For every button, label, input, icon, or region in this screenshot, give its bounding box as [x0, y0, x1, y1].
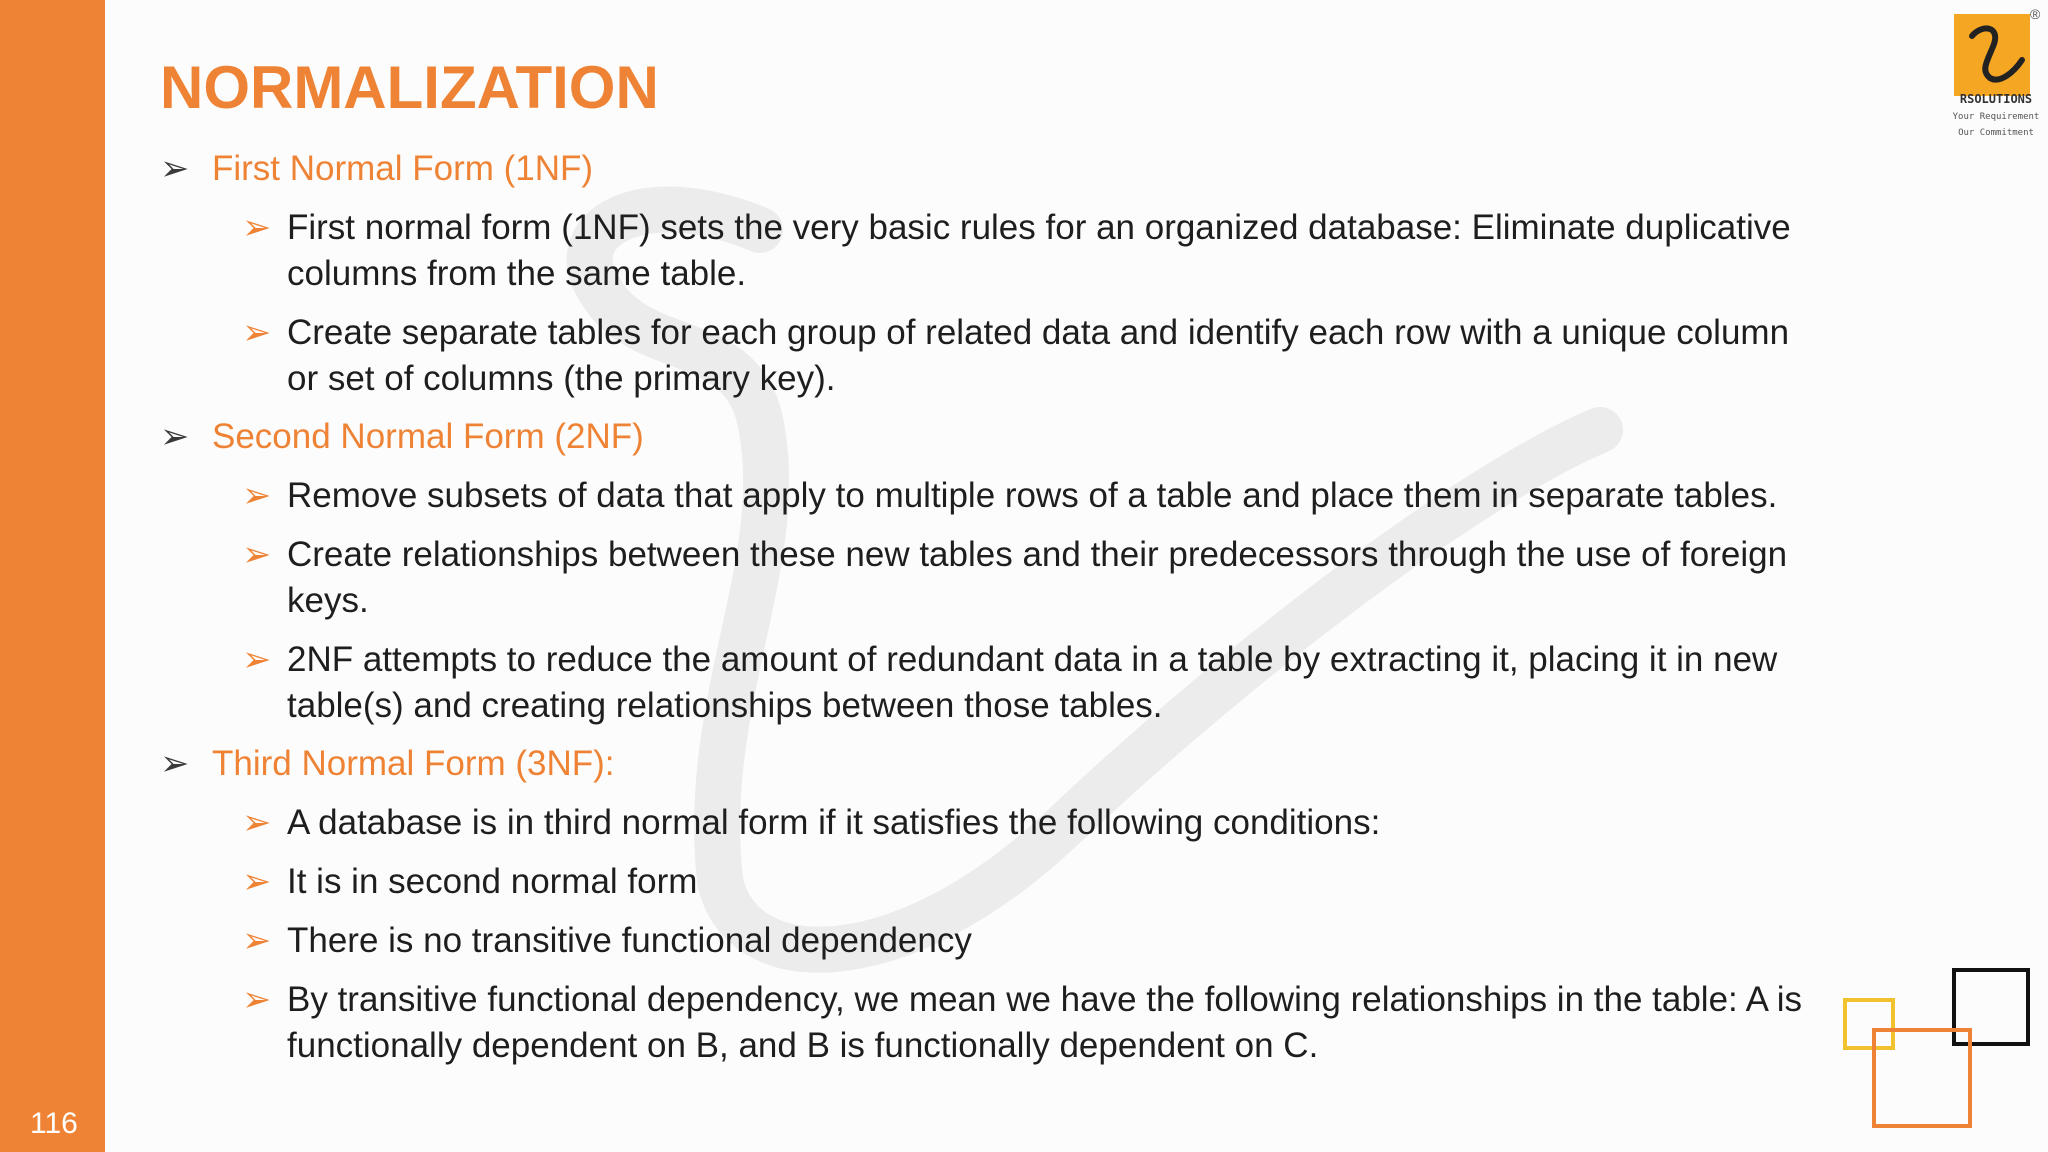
slide-title: NORMALIZATION [160, 54, 659, 121]
logo-name: RSOLUTIONS [1959, 92, 2033, 106]
section-heading-item [160, 146, 1820, 192]
arrow-bullet-icon: ➢ [242, 921, 272, 960]
bullet-text: Create relationships between these new tables and their predecessors through the use of foreign keys. [287, 535, 1788, 620]
bullet-text: It is in second normal form [287, 862, 698, 901]
arrow-bullet-icon: ➢ [242, 862, 272, 901]
bullet-text: By transitive functional dependency, we mean we have the following relationships in the table: A is functionally dependent on B, and B is functionally dependent on C. [287, 980, 1802, 1065]
arrow-bullet-icon: ➢ [242, 803, 272, 842]
logo-mark [1954, 14, 2030, 96]
sub-bullet-item [160, 473, 1820, 519]
section-heading-text: First Normal Form (1NF) [212, 149, 594, 188]
sub-bullet-item [160, 205, 1820, 297]
arrow-bullet-icon: ➢ [160, 417, 190, 456]
sub-bullet-item [160, 637, 1820, 729]
bullet-text: There is no transitive functional dependency [287, 921, 972, 960]
bullet-list [160, 146, 1820, 1069]
sub-bullet-item [160, 859, 1820, 905]
sub-bullet-item [160, 532, 1820, 624]
arrow-bullet-icon: ➢ [242, 313, 272, 352]
sub-bullet-item [160, 800, 1820, 846]
section-heading-item [160, 741, 1820, 787]
section-heading-text: Second Normal Form (2NF) [212, 417, 644, 456]
sub-bullet-item [160, 310, 1820, 402]
company-logo [1946, 8, 2046, 148]
sub-bullet-item [160, 918, 1820, 964]
arrow-bullet-icon: ➢ [160, 149, 190, 188]
arrow-bullet-icon: ➢ [242, 208, 272, 247]
arrow-bullet-icon: ➢ [242, 476, 272, 515]
bullet-text: Create separate tables for each group of related data and identify each row with a unique column or set of columns (the primary key). [287, 313, 1790, 398]
left-accent-bar [0, 0, 105, 1152]
bullet-text: 2NF attempts to reduce the amount of redundant data in a table by extracting it, placing it in new table(s) and creating relationships between those tables. [287, 640, 1778, 725]
sub-bullet-item [160, 977, 1820, 1069]
decorative-square-orange [1872, 1028, 1972, 1128]
section-heading-item [160, 414, 1820, 460]
arrow-bullet-icon: ➢ [160, 744, 190, 783]
bullet-text: A database is in third normal form if it satisfies the following conditions: [287, 803, 1381, 842]
bullet-text: Remove subsets of data that apply to multiple rows of a table and place them in separate tables. [287, 476, 1778, 515]
page-number: 116 [30, 1107, 78, 1140]
registered-mark: ® [2030, 6, 2041, 22]
logo-r-icon [1954, 14, 2030, 96]
section-heading-text: Third Normal Form (3NF): [212, 744, 615, 783]
arrow-bullet-icon: ➢ [242, 980, 272, 1019]
bullet-text: First normal form (1NF) sets the very basic rules for an organized database: Eliminate duplicative columns from the same table. [287, 208, 1791, 293]
arrow-bullet-icon: ➢ [242, 535, 272, 574]
logo-tagline-1: Your Requirement [1952, 112, 2040, 122]
logo-tagline-2: Our Commitment [1958, 128, 2034, 138]
arrow-bullet-icon: ➢ [242, 640, 272, 679]
